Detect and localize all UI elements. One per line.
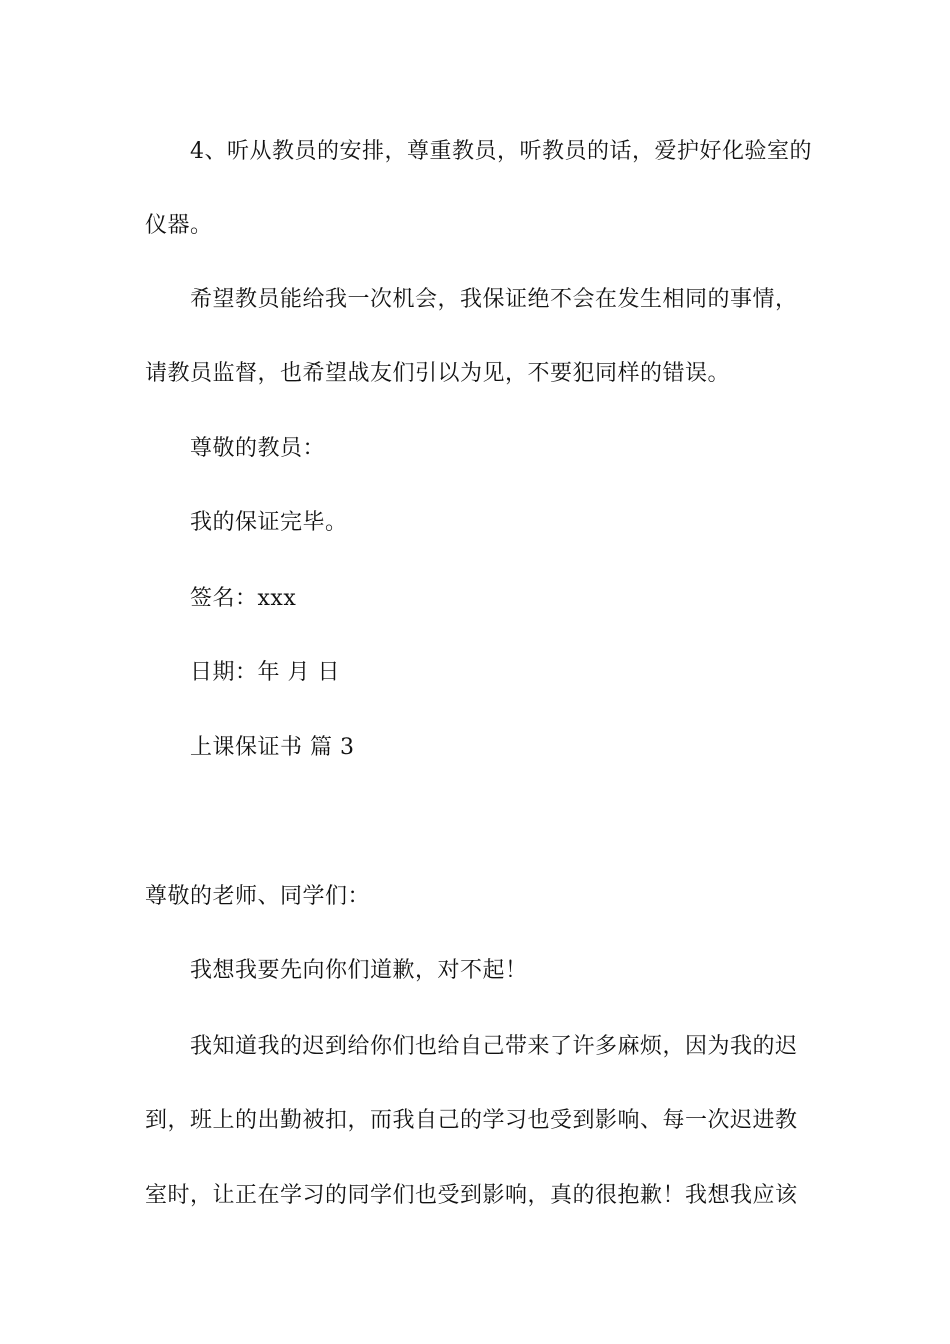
signature-line: 签名：xxx [190,586,297,611]
paragraph-rule-4-line-1: 4、听从教员的安排，尊重教员，听教员的话，爱护好化验室的 [190,139,812,164]
paragraph-hope-line-2: 请教员监督，也希望战友们引以为见，不要犯同样的错误。 [145,361,731,386]
salutation-teacher: 尊敬的教员： [190,436,326,461]
apology-paragraph: 我想我要先向你们道歉，对不起！ [190,958,528,983]
section-heading: 上课保证书 篇 3 [190,735,355,760]
paragraph-hope-line-1: 希望教员能给我一次机会，我保证绝不会在发生相同的事情， [190,287,798,312]
lateness-paragraph-line-3: 室时，让正在学习的同学们也受到影响，真的很抱歉！我想我应该 [145,1183,798,1208]
closing-statement: 我的保证完毕。 [190,510,348,535]
date-line: 日期：年 月 日 [190,660,340,685]
lateness-paragraph-line-1: 我知道我的迟到给你们也给自己带来了许多麻烦，因为我的迟 [190,1034,798,1059]
paragraph-rule-4-line-2: 仪器。 [145,213,213,238]
salutation-teachers-classmates: 尊敬的老师、同学们： [145,884,371,909]
lateness-paragraph-line-2: 到，班上的出勤被扣，而我自己的学习也受到影响、每一次迟进教 [145,1108,798,1133]
